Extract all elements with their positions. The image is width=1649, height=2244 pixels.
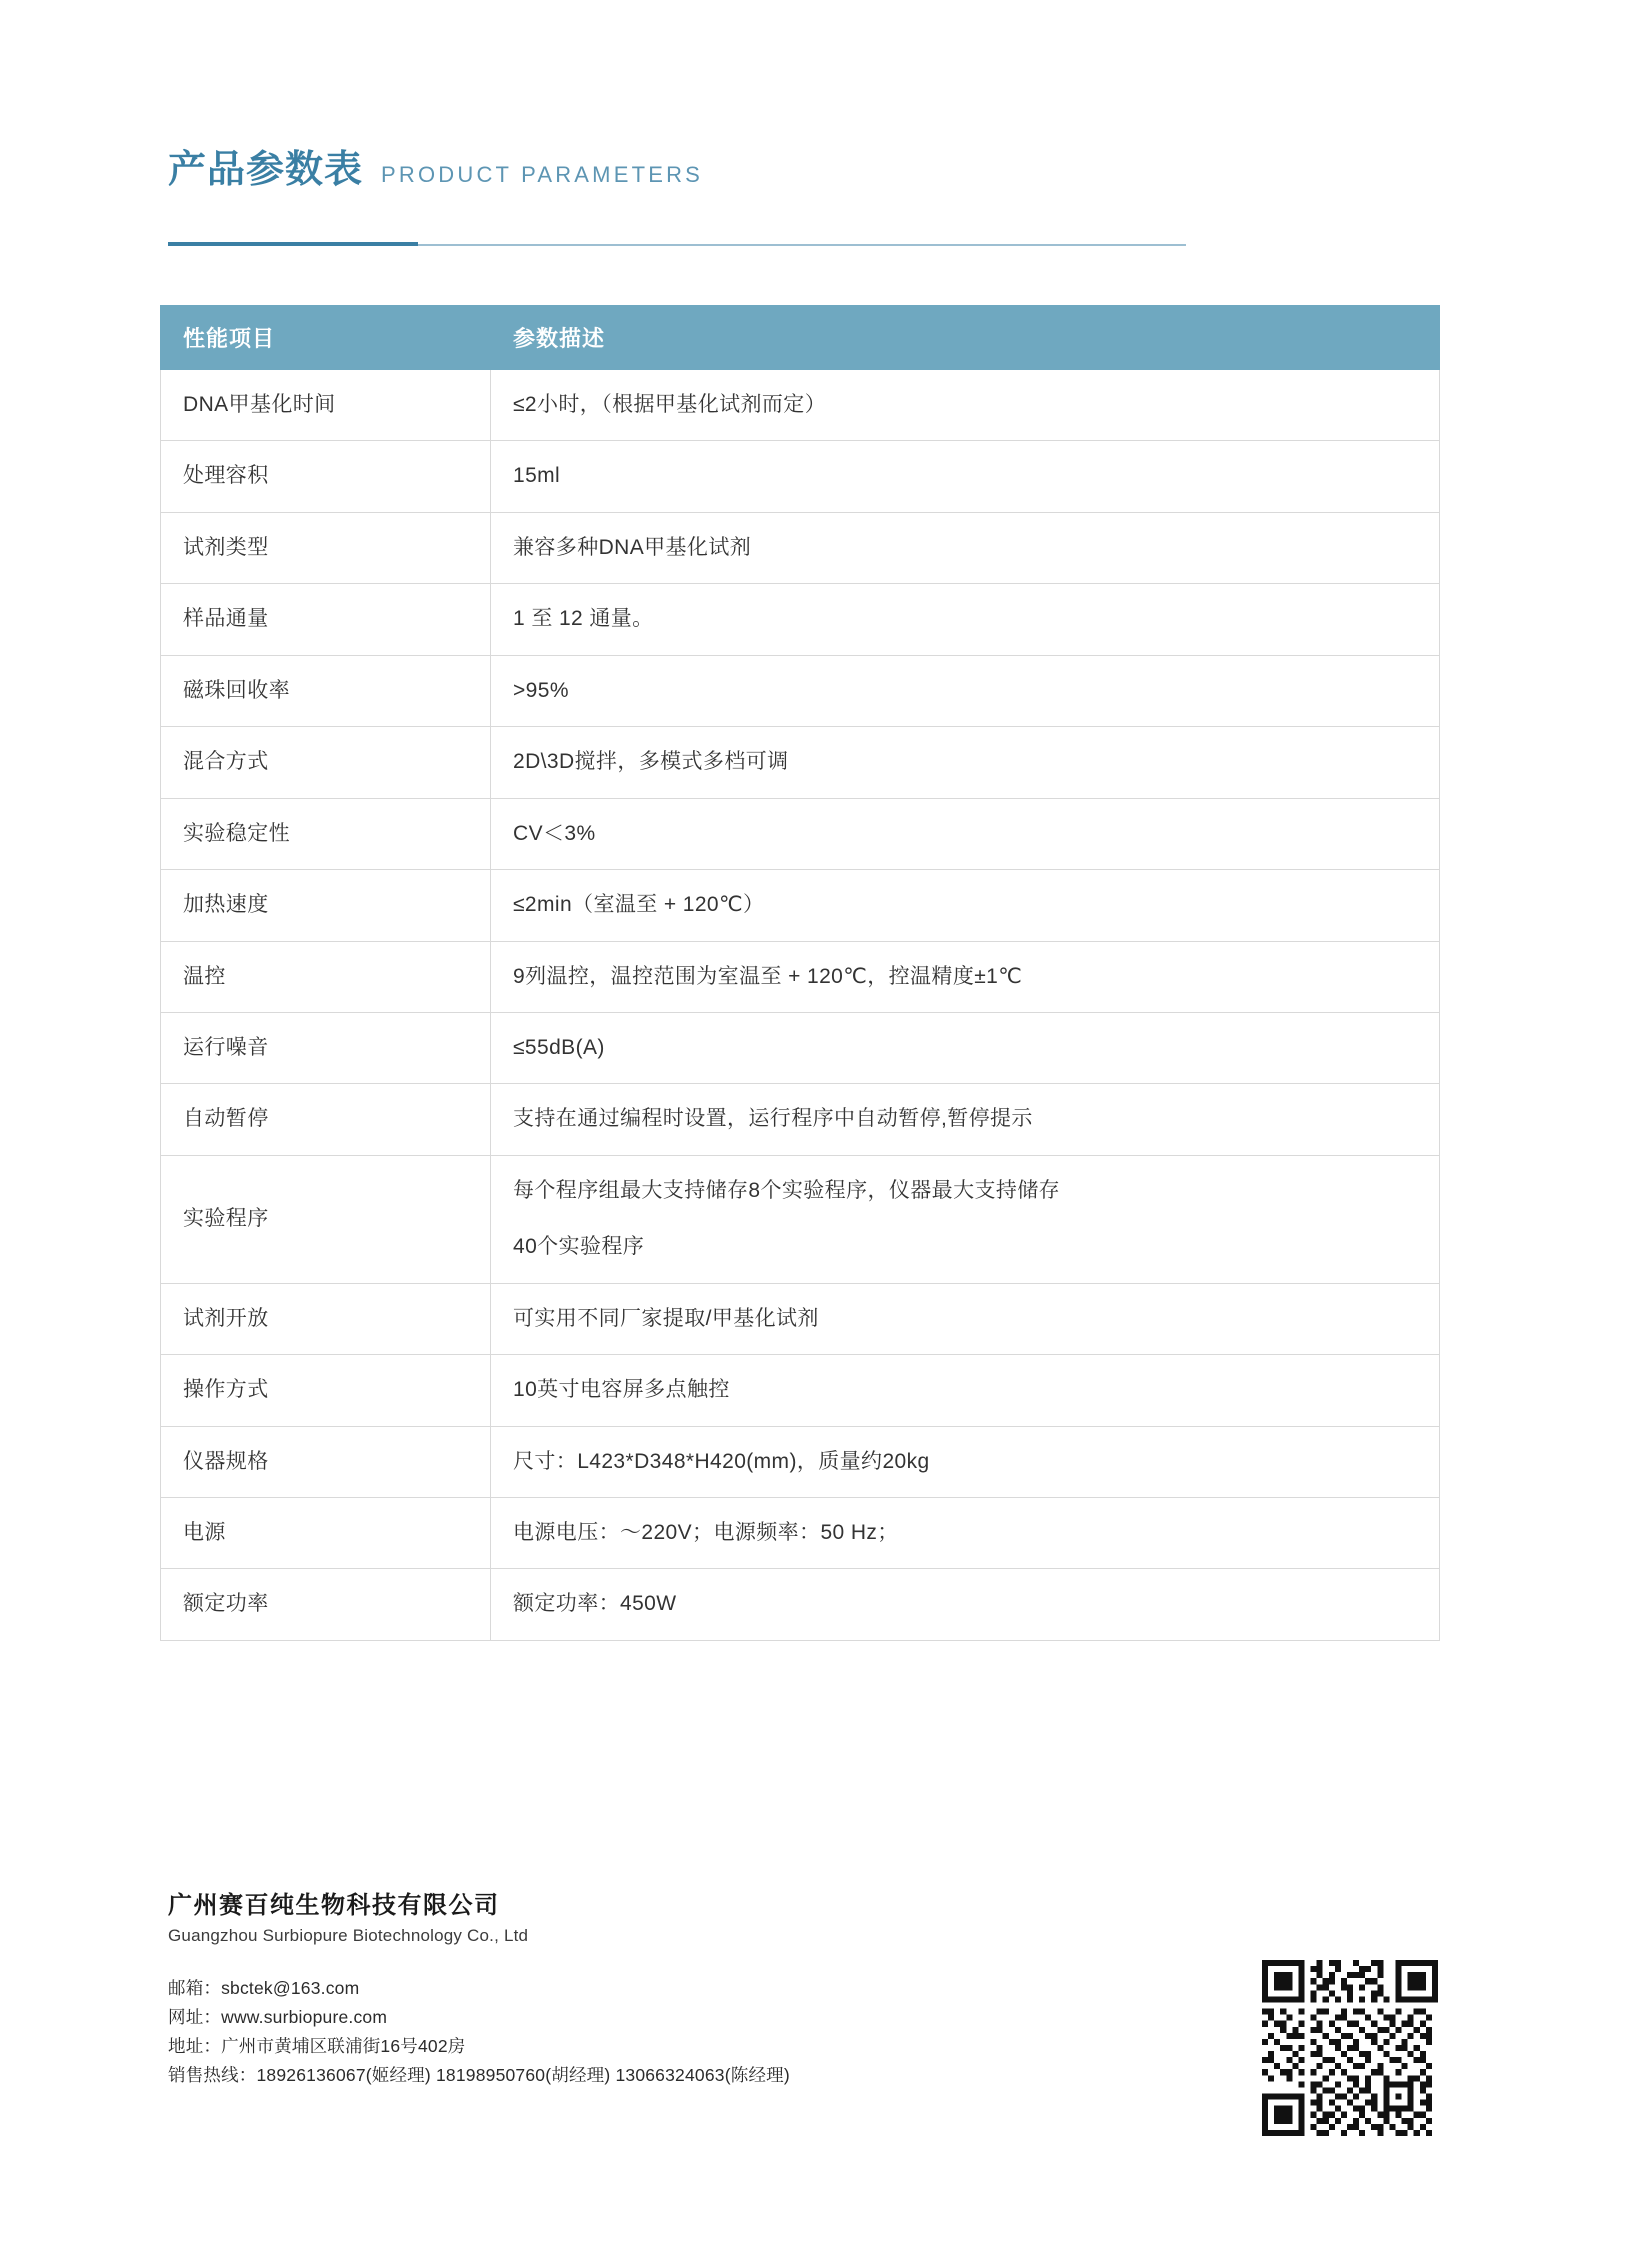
table-row: [161, 370, 1440, 441]
row-item: 电源: [161, 1498, 491, 1569]
row-description: ≤2min（室温至 + 120℃）: [491, 870, 1440, 941]
table-row: [161, 1355, 1440, 1426]
table-row: [161, 655, 1440, 726]
row-description: [491, 1155, 1440, 1283]
page-title-cn: 产品参数表: [168, 149, 364, 191]
table-row: [161, 727, 1440, 798]
row-description: ≤2小时，（根据甲基化试剂而定）: [491, 370, 1440, 441]
column-header-item: 性能项目: [161, 306, 491, 370]
row-item: 实验程序: [161, 1155, 491, 1283]
row-item: 实验稳定性: [161, 798, 491, 869]
table-row: [161, 1569, 1440, 1640]
table-header-row: [161, 306, 1440, 370]
parameters-table: [160, 305, 1440, 1641]
row-description: 兼容多种DNA甲基化试剂: [491, 512, 1440, 583]
table-row: [161, 512, 1440, 583]
contact-hotline: 销售热线：18926136067(姬经理) 18198950760(胡经理) 13066324063(陈经理): [168, 2064, 790, 2085]
row-description: >95%: [491, 655, 1440, 726]
row-item: 试剂类型: [161, 512, 491, 583]
table-row: [161, 1155, 1440, 1283]
page-title-en: PRODUCT PARAMETERS: [381, 162, 704, 187]
row-item: 操作方式: [161, 1355, 491, 1426]
company-name-en: Guangzhou Surbiopure Biotechnology Co., Ltd: [168, 1926, 529, 1945]
company-name-cn: 广州赛百纯生物科技有限公司: [168, 1892, 500, 1919]
table-row: [161, 1084, 1440, 1155]
header-divider-accent: [168, 242, 418, 246]
column-header-description: 参数描述: [491, 306, 1440, 370]
row-item: 自动暂停: [161, 1084, 491, 1155]
row-description: 1 至 12 通量。: [491, 584, 1440, 655]
qr-code: [1262, 1960, 1438, 2136]
table-body: [161, 370, 1440, 1641]
row-description-line2: 40个实验程序: [513, 1235, 645, 1259]
row-description: ≤55dB(A): [491, 1012, 1440, 1083]
row-description: 可实用不同厂家提取/甲基化试剂: [491, 1283, 1440, 1354]
row-description: 电源电压：～220V；电源频率：50 Hz；: [491, 1498, 1440, 1569]
row-item: DNA甲基化时间: [161, 370, 491, 441]
contact-website[interactable]: 网址：www.surbiopure.com: [168, 2006, 388, 2027]
row-item: 混合方式: [161, 727, 491, 798]
header-title-row: [168, 150, 1488, 192]
table-row: [161, 1498, 1440, 1569]
row-item: 运行噪音: [161, 1012, 491, 1083]
table-row: [161, 1283, 1440, 1354]
table-row: [161, 1012, 1440, 1083]
table-row: [161, 584, 1440, 655]
row-item: 加热速度: [161, 870, 491, 941]
table-row: [161, 798, 1440, 869]
row-item: 处理容积: [161, 441, 491, 512]
row-description: 支持在通过编程时设置，运行程序中自动暂停,暂停提示: [491, 1084, 1440, 1155]
qr-code-image: [1262, 1960, 1438, 2136]
page-header: [168, 150, 1488, 192]
row-description: 15ml: [491, 441, 1440, 512]
table-row: [161, 941, 1440, 1012]
row-item: 试剂开放: [161, 1283, 491, 1354]
row-description: 尺寸：L423*D348*H420(mm)，质量约20kg: [491, 1426, 1440, 1497]
row-description: 9列温控，温控范围为室温至 + 120℃，控温精度±1℃: [491, 941, 1440, 1012]
contact-email: 邮箱：sbctek@163.com: [168, 1978, 360, 1998]
row-description: 额定功率：450W: [491, 1569, 1440, 1640]
row-description: 2D\3D搅拌，多模式多档可调: [491, 727, 1440, 798]
row-item: 磁珠回收率: [161, 655, 491, 726]
row-description-line1: 每个程序组最大支持储存8个实验程序，仪器最大支持储存: [513, 1178, 1061, 1202]
row-item: 仪器规格: [161, 1426, 491, 1497]
table-row: [161, 441, 1440, 512]
row-item: 温控: [161, 941, 491, 1012]
contact-address: 地址：广州市黄埔区联浦街16号402房: [168, 2035, 466, 2056]
table-row: [161, 870, 1440, 941]
table-row: [161, 1426, 1440, 1497]
row-description: CV＜3%: [491, 798, 1440, 869]
table-head: [161, 306, 1440, 370]
parameters-table-wrapper: [160, 305, 1440, 1641]
row-item: 样品通量: [161, 584, 491, 655]
row-description: 10英寸电容屏多点触控: [491, 1355, 1440, 1426]
row-item: 额定功率: [161, 1569, 491, 1640]
